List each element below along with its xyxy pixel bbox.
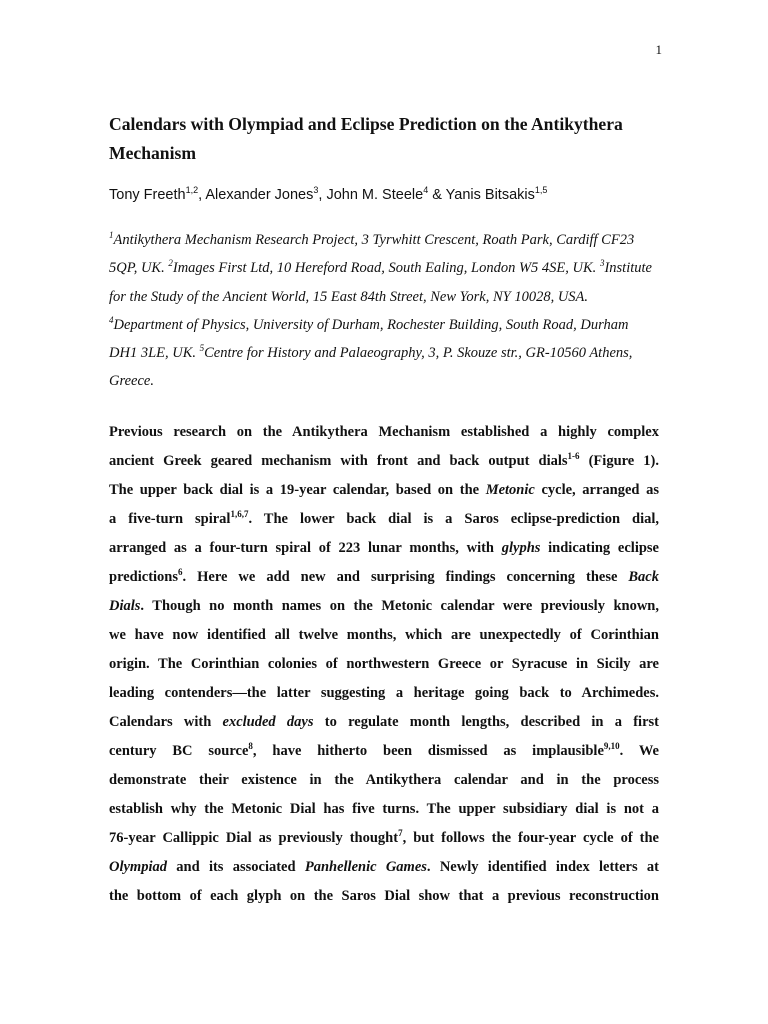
abstract-line — [109, 592, 659, 621]
page-number: 1 — [655, 42, 662, 57]
abstract-text: a five-turn spiral — [109, 511, 231, 527]
affiliation-marker: 2 — [168, 258, 173, 269]
abstract-text: indicating eclipse — [540, 540, 659, 556]
abstract-text: we have now identified all twelve months, which are unexpectedly of Corinthian — [109, 627, 659, 643]
citation-marker: 1-6 — [567, 451, 580, 462]
abstract-text: . Though no month names on the Metonic calendar were previously known, — [140, 598, 659, 614]
citation-marker: 8 — [248, 741, 253, 752]
author-separator: & — [428, 187, 446, 203]
abstract-line — [109, 737, 659, 766]
affiliation-list — [109, 226, 659, 396]
abstract-line — [109, 418, 659, 447]
abstract-text: leading contenders—the latter suggesting a heritage going back to Archimedes. — [109, 685, 659, 701]
abstract-line — [109, 882, 659, 911]
abstract-emphasis: Olympiad — [109, 859, 167, 875]
abstract-text: demonstrate their existence in the Antikythera calendar and in the process — [109, 772, 659, 788]
abstract-text: Previous research on the Antikythera Mechanism established a highly complex — [109, 424, 659, 440]
author-list — [109, 184, 669, 206]
abstract-text: origin. The Corinthian colonies of northwestern Greece or Syracuse in Sicily are — [109, 656, 659, 672]
affiliation-marker: 4 — [109, 315, 114, 326]
affiliation-marker: 1 — [109, 230, 114, 241]
abstract-line — [109, 476, 659, 505]
abstract-text: predictions — [109, 569, 179, 585]
abstract-text: , but follows the four-year cycle of the — [402, 830, 659, 846]
abstract-line — [109, 447, 659, 476]
author-affiliation-marker: 3 — [313, 185, 319, 196]
abstract-line — [109, 795, 659, 824]
abstract-text: (Figure 1). — [579, 453, 660, 469]
author-affiliation-marker: 4 — [423, 185, 429, 196]
abstract-emphasis: excluded days — [222, 714, 314, 730]
abstract-text: establish why the Metonic Dial has five turns. The upper subsidiary dial is not a — [109, 801, 659, 817]
abstract-line — [109, 563, 659, 592]
author-name: Alexander Jones — [205, 187, 314, 203]
author-separator: , — [198, 187, 206, 203]
abstract-emphasis: Metonic — [485, 482, 535, 498]
abstract-text: . Newly identified index letters at — [426, 859, 659, 875]
abstract-text: century BC source — [109, 743, 249, 759]
abstract-line — [109, 853, 659, 882]
abstract-emphasis: Dials — [109, 598, 141, 614]
paper-title: Calendars with Olympiad and Eclipse Prediction on the Antikythera Mechanism — [109, 114, 623, 163]
abstract-text: , have hitherto been dismissed as implausible — [252, 743, 604, 759]
abstract-line — [109, 766, 659, 795]
affiliation-marker: 3 — [599, 258, 605, 269]
abstract-line — [109, 534, 659, 563]
author-name: Yanis Bitsakis — [445, 187, 535, 203]
abstract-text: . The lower back dial is a Saros eclipse-prediction dial, — [248, 511, 660, 527]
abstract-text: Calendars with — [109, 714, 223, 730]
abstract-line — [109, 505, 659, 534]
abstract-text: 76-year Callippic Dial as previously thought — [109, 830, 399, 846]
abstract-line — [109, 621, 659, 650]
author-name: Tony Freeth — [109, 187, 186, 203]
author-affiliation-marker: 1,2 — [185, 185, 199, 196]
abstract-text: . We — [619, 743, 659, 759]
citation-marker: 9,10 — [603, 741, 620, 752]
affiliation-text: Institute for the Study of the Ancient World, 15 East 84th Street, New York, NY 10028, USA. — [109, 260, 652, 305]
affiliation-text: Department of Physics, University of Durham, Rochester Building, South Road, Durham DH1 3LE, UK. — [109, 316, 629, 362]
affiliation-text: Centre for History and Palaeography, 3, P. Skouze str., GR-10560 Athens, Greece. — [109, 345, 633, 390]
abstract-text: ancient Greek geared mechanism with front and back output dials — [109, 453, 568, 469]
author-separator: , — [318, 187, 327, 203]
abstract-text: the bottom of each glyph on the Saros Dial show that a previous reconstruction — [109, 888, 659, 904]
abstract-line — [109, 679, 659, 708]
abstract-text: The upper back dial is a 19-year calendar, based on the — [109, 482, 486, 498]
abstract-line — [109, 708, 659, 737]
abstract-paragraph — [109, 418, 659, 911]
abstract-text: to regulate month lengths, described in a first — [313, 714, 659, 730]
abstract-line — [109, 824, 659, 853]
abstract-text: and its associated — [167, 859, 305, 875]
abstract-line — [109, 650, 659, 679]
abstract-text: cycle, arranged as — [534, 482, 659, 498]
author-affiliation-marker: 1,5 — [534, 185, 548, 196]
citation-marker: 1,6,7 — [230, 509, 249, 520]
abstract-emphasis: Panhellenic Games — [304, 859, 427, 875]
citation-marker: 7 — [398, 828, 403, 839]
citation-marker: 6 — [178, 567, 183, 578]
abstract-emphasis: glyphs — [501, 540, 541, 556]
affiliation-marker: 5 — [199, 343, 205, 354]
abstract-emphasis: Back — [628, 569, 659, 585]
abstract-text: . Here we add new and surprising findings concerning these — [182, 569, 629, 585]
abstract-text: arranged as a four-turn spiral of 223 lunar months, with — [109, 540, 502, 556]
author-name: John M. Steele — [326, 187, 424, 203]
affiliation-text: Images First Ltd, 10 Hereford Road, South Ealing, London W5 4SE, UK. — [172, 260, 600, 277]
affiliation-text: Antikythera Mechanism Research Project, 3 Tyrwhitt Crescent, Roath Park, Cardiff CF23 5QP, UK. — [109, 232, 635, 277]
